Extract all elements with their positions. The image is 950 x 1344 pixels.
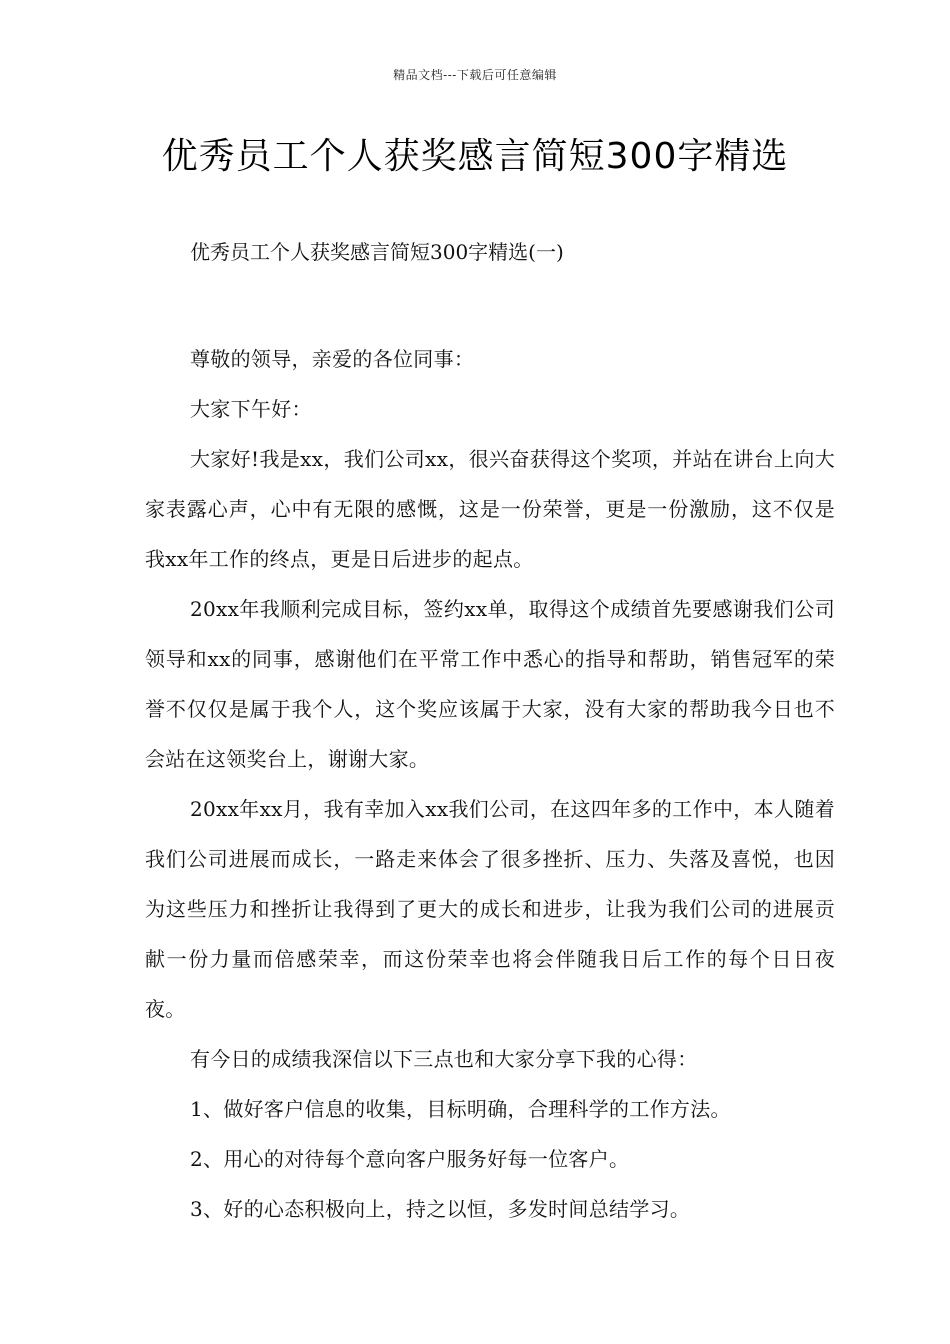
header-note: 精品文档---下载后可任意编辑	[393, 68, 557, 82]
list-item: 1、做好客户信息的收集，目标明确，合理科学的工作方法。	[190, 1097, 731, 1121]
greeting: 大家下午好：	[190, 397, 312, 421]
paragraph-growth: 20xx年xx月，我有幸加入xx我们公司，在这四年多的工作中，本人随着我们公司进展而成长，一路走来体会了很多挫折、压力、失落及喜悦，也因为这些压力和挫折让我得到了更大的成长和进步，让我为我们公司的进展贡献一份力量而倍感荣幸，而这份荣幸也将会伴随我日后工作的每个日日夜夜。	[145, 797, 835, 1021]
section-subtitle: 优秀员工个人获奖感言简短300字精选(一)	[190, 240, 564, 264]
salutation: 尊敬的领导，亲爱的各位同事：	[190, 347, 475, 371]
paragraph-intro: 大家好!我是xx，我们公司xx，很兴奋获得这个奖项，并站在讲台上向大家表露心声，心中有无限的感慨，这是一份荣誉，更是一份激励，这不仅是我xx年工作的终点，更是日后进步的起点。	[145, 447, 835, 571]
document-body	[145, 334, 835, 1234]
list-item: 2、用心的对待每个意向客户服务好每一位客户。	[190, 1147, 630, 1171]
paragraph-thanks: 20xx年我顺利完成目标，签约xx单，取得这个成绩首先要感谢我们公司领导和xx的同事，感谢他们在平常工作中悉心的指导和帮助，销售冠军的荣誉不仅仅是属于我个人，这个奖应该属于大家，没有大家的帮助我今日也不会站在这领奖台上，谢谢大家。	[145, 597, 835, 771]
paragraph-share: 有今日的成绩我深信以下三点也和大家分享下我的心得：	[190, 1047, 698, 1071]
list-item: 3、好的心态积极向上，持之以恒，多发时间总结学习。	[190, 1197, 691, 1221]
document-title: 优秀员工个人获奖感言简短300字精选	[161, 136, 789, 177]
